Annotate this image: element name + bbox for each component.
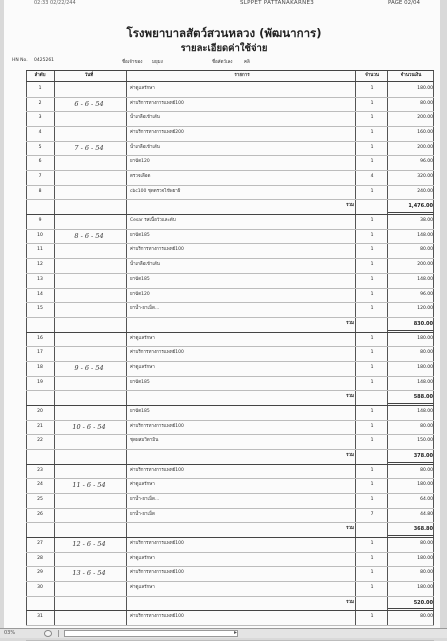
row-description: ยาฉีด185 — [130, 379, 150, 385]
row-amount: 80.00 — [420, 467, 433, 473]
row-description: ยาฉีด185 — [130, 276, 150, 282]
row-amount: 148.00 — [417, 379, 433, 385]
row-date — [54, 581, 124, 596]
row-date: 9 - 6 - 54 — [74, 363, 104, 372]
row-quantity: 1 — [370, 306, 374, 312]
row-quantity: 7 — [370, 511, 374, 517]
row-quantity: 1 — [370, 276, 374, 282]
table-row — [26, 420, 434, 435]
row-amount: 200.00 — [417, 144, 433, 150]
row-number: 28 — [37, 555, 43, 561]
row-date — [54, 464, 124, 479]
subtotal-row — [26, 390, 434, 405]
row-description: ค่าบริการทางการแพทย์200 — [130, 130, 184, 136]
table-row — [26, 376, 434, 391]
row-quantity: 1 — [370, 467, 374, 473]
row-amount: 80.00 — [420, 247, 433, 253]
row-number: 15 — [37, 306, 43, 312]
row-quantity: 1 — [370, 408, 374, 414]
table-row — [26, 508, 434, 523]
row-amount: 180.00 — [417, 555, 433, 561]
row-description: ค่าดูแลรักษา — [130, 482, 155, 488]
hn-label: HN No. — [12, 58, 28, 63]
row-date — [54, 302, 124, 317]
row-number: 21 — [37, 423, 43, 429]
row-amount: 64.00 — [420, 497, 433, 503]
row-date: 12 - 6 - 54 — [72, 540, 106, 549]
row-amount: 320.00 — [417, 174, 433, 180]
row-quantity: 1 — [370, 130, 374, 136]
row-number: 1 — [38, 86, 42, 91]
row-number: 8 — [38, 188, 42, 194]
row-number: 26 — [37, 511, 43, 517]
row-quantity: 1 — [370, 188, 374, 194]
row-date: 13 - 6 - 54 — [72, 569, 106, 578]
row-quantity: 1 — [370, 232, 374, 238]
row-quantity: 1 — [370, 379, 374, 385]
document-page — [4, 0, 440, 628]
row-date — [54, 610, 124, 625]
row-description: ตรวจเลือด — [130, 174, 151, 180]
row-number: 7 — [38, 174, 42, 180]
subtotal-row — [26, 199, 434, 214]
row-date: 6 - 6 - 54 — [74, 99, 104, 108]
row-quantity: 1 — [370, 555, 374, 561]
subtotal-label: รวม — [346, 599, 354, 605]
taskbar-text: 03% — [4, 630, 16, 636]
table-row — [26, 405, 434, 420]
row-amount: 180.00 — [417, 364, 433, 370]
row-number: 11 — [37, 247, 43, 253]
row-quantity: 1 — [370, 541, 374, 547]
row-quantity: 1 — [370, 115, 374, 121]
row-amount: 80.00 — [420, 100, 433, 106]
row-amount: 80.00 — [420, 423, 433, 429]
row-quantity: 1 — [370, 585, 374, 591]
table-row — [26, 434, 434, 449]
row-description: น้ำเกลือเข้าเส้น — [130, 262, 160, 268]
subtotal-row — [26, 522, 434, 537]
row-date — [54, 243, 124, 258]
row-quantity: 1 — [370, 350, 374, 356]
row-number: 5 — [38, 144, 42, 150]
row-number: 22 — [37, 438, 43, 444]
row-date — [54, 346, 124, 361]
table-row — [26, 214, 434, 229]
subtotal-label: รวม — [346, 203, 354, 209]
row-number: 25 — [37, 497, 43, 503]
row-quantity: 1 — [370, 423, 374, 429]
taskbar-field[interactable] — [64, 630, 238, 637]
header-page-number: PAGE 02/04 — [388, 0, 420, 6]
subtotal-label: รวม — [346, 320, 354, 326]
row-date — [54, 376, 124, 391]
table-row — [26, 346, 434, 361]
row-description: ค่าบริการทางการแพทย์100 — [130, 614, 184, 620]
subtotal-underline — [388, 462, 434, 463]
table-row — [26, 493, 434, 508]
row-description: ค่าบริการทางการแพทย์100 — [130, 423, 184, 429]
row-date — [54, 258, 124, 273]
subtotal-label: รวม — [346, 394, 354, 400]
row-date — [54, 126, 124, 141]
page-subtitle: รายละเอียดค่าใช้จ่าย — [180, 43, 268, 54]
row-description: ค่าดูแลรักษา — [130, 86, 155, 91]
row-amount: 148.00 — [417, 232, 433, 238]
subtotal-label: รวม — [346, 526, 354, 532]
row-amount: 80.00 — [420, 350, 433, 356]
row-number: 31 — [37, 614, 43, 620]
table-row — [26, 581, 434, 596]
row-date — [54, 288, 124, 303]
subtotal-amount: 368.80 — [413, 526, 433, 533]
row-number: 6 — [38, 159, 42, 165]
row-date — [54, 405, 124, 420]
row-description: Cesar รสเนื้อวัวและตับ — [130, 218, 176, 224]
row-amount: 96.00 — [420, 159, 433, 165]
row-description: น้ำเกลือเข้าเส้น — [130, 144, 160, 150]
table-row — [26, 566, 434, 581]
row-number: 20 — [37, 408, 43, 414]
row-date — [54, 508, 124, 523]
row-number: 19 — [37, 379, 43, 385]
row-number: 17 — [37, 350, 43, 356]
row-description: ค่าดูแลรักษา — [130, 364, 155, 370]
taskbar-arrow-icon[interactable]: ▸ — [234, 629, 238, 636]
row-description: ยาฉีด185 — [130, 232, 150, 238]
row-date — [54, 434, 124, 449]
row-description: ค่าดูแลรักษา — [130, 335, 155, 341]
row-quantity: 1 — [370, 614, 374, 620]
pet-label: ชื่อสัตว์เลง — [212, 60, 233, 65]
pet-value: คลิ — [244, 60, 250, 65]
row-description: ค่าบริการทางการแพทย์100 — [130, 570, 184, 576]
row-quantity: 1 — [370, 100, 374, 106]
row-number: 3 — [38, 115, 42, 121]
table-row — [26, 126, 434, 141]
table-row — [26, 464, 434, 479]
row-quantity: 1 — [370, 335, 374, 341]
taskbar-divider — [58, 630, 59, 637]
row-number: 10 — [37, 232, 43, 238]
header-qty: จำนวน — [365, 73, 379, 78]
header-no: ลำดับ — [34, 73, 46, 78]
row-quantity: 1 — [370, 144, 374, 150]
row-date — [54, 493, 124, 508]
table-row — [26, 332, 434, 347]
row-amount: 160.00 — [417, 130, 433, 136]
row-number: 13 — [37, 276, 43, 282]
row-date — [54, 82, 124, 97]
subtotal-row — [26, 317, 434, 332]
row-quantity: 1 — [370, 364, 374, 370]
taskbar — [0, 628, 447, 638]
row-description: ค่าดูแลรักษา — [130, 555, 155, 561]
row-description: ค่าบริการทางการแพทย์100 — [130, 350, 184, 356]
row-date: 7 - 6 - 54 — [74, 143, 104, 152]
row-number: 12 — [37, 262, 43, 268]
row-quantity: 4 — [370, 174, 374, 180]
table-row — [26, 478, 434, 493]
row-quantity: 1 — [370, 86, 374, 91]
row-number: 2 — [38, 100, 42, 106]
table-header-row — [26, 70, 434, 81]
row-description: ค่าดูแลรักษา — [130, 585, 155, 591]
row-quantity: 1 — [370, 262, 374, 268]
header-fragment: 02:33 02/22/244 — [34, 0, 76, 6]
row-description: ค่าบริการทางการแพทย์100 — [130, 467, 184, 473]
row-number: 4 — [38, 130, 42, 136]
row-date — [54, 155, 124, 170]
row-date — [54, 273, 124, 288]
owner-label: ชื่อเจ้าของ — [122, 60, 143, 65]
row-description: ยาน้ำ-ยาเม็ด... — [130, 497, 160, 503]
row-number: 9 — [38, 218, 42, 224]
row-number: 27 — [37, 541, 43, 547]
row-number: 24 — [37, 482, 43, 488]
row-date — [54, 185, 124, 200]
row-quantity: 1 — [370, 291, 374, 297]
row-amount: 180.00 — [417, 585, 433, 591]
subtotal-amount: 1,476.00 — [408, 203, 433, 210]
subtotal-row — [26, 596, 434, 611]
row-description: ค่าบริการทางการแพทย์100 — [130, 541, 184, 547]
owner-value: มยุมง — [152, 60, 163, 65]
row-amount: 180.00 — [417, 86, 433, 91]
row-number: 30 — [37, 585, 43, 591]
row-amount: 240.00 — [417, 188, 433, 194]
row-description: cbc100 ชุดตรวจไข้พยาธิ — [130, 188, 181, 194]
expense-table — [26, 70, 434, 626]
taskbar-button[interactable] — [44, 630, 52, 637]
row-amount: 38.00 — [420, 218, 433, 224]
row-number: 29 — [37, 570, 43, 576]
header-amount: จำนวนเงิน — [400, 73, 422, 78]
row-description: ยาน้ำ-ยาเม็ด... — [130, 306, 160, 312]
row-description: น้ำเกลือเข้าเส้น — [130, 115, 160, 121]
table-row — [26, 155, 434, 170]
row-date — [54, 552, 124, 567]
row-amount: 44.80 — [420, 511, 433, 517]
row-description: ยาฉีด185 — [130, 408, 150, 414]
table-row — [26, 243, 434, 258]
subtotal-underline — [388, 535, 434, 536]
row-quantity: 1 — [370, 570, 374, 576]
row-description: ยาฉีด120 — [130, 159, 150, 165]
row-amount: 148.00 — [417, 276, 433, 282]
table-row — [26, 302, 434, 317]
subtotal-row — [26, 449, 434, 464]
row-amount: 200.00 — [417, 262, 433, 268]
row-date: 10 - 6 - 54 — [72, 422, 106, 431]
row-date — [54, 214, 124, 229]
subtotal-underline — [388, 608, 434, 609]
subtotal-label: รวม — [346, 453, 354, 458]
row-quantity: 1 — [370, 438, 374, 444]
table-row — [26, 258, 434, 273]
table-row — [26, 185, 434, 200]
subtotal-amount: 520.00 — [413, 599, 433, 606]
table-row — [26, 229, 434, 244]
table-row — [26, 288, 434, 303]
row-amount: 80.00 — [420, 570, 433, 576]
subtotal-amount: 830.00 — [413, 320, 433, 327]
header-company: SLPPET PATTANAKARNE3 — [240, 0, 315, 6]
row-amount: 80.00 — [420, 541, 433, 547]
table-row — [26, 537, 434, 552]
row-description: ยาน้ำ-ยาเม็ด — [130, 511, 155, 517]
row-number: 14 — [37, 291, 43, 297]
row-quantity: 1 — [370, 482, 374, 488]
table-row — [26, 552, 434, 567]
table-row — [26, 361, 434, 376]
row-amount: 80.00 — [420, 614, 433, 620]
table-row — [26, 82, 434, 97]
row-description: ยาฉีด120 — [130, 291, 150, 297]
row-amount: 200.00 — [417, 115, 433, 121]
subtotal-amount: 588.00 — [413, 394, 433, 401]
table-row — [26, 610, 434, 625]
hn-value: 0425261 — [34, 58, 55, 63]
row-amount: 180.00 — [417, 335, 433, 341]
row-description: ชุดผสมวิตามิน — [130, 438, 159, 444]
row-description: ค่าบริการทางการแพทย์100 — [130, 100, 184, 106]
row-date: 11 - 6 - 54 — [72, 481, 106, 490]
row-date — [54, 111, 124, 126]
table-row — [26, 97, 434, 112]
table-row — [26, 170, 434, 185]
row-number: 18 — [37, 364, 43, 370]
header-item: รายการ — [234, 73, 250, 78]
table-row — [26, 111, 434, 126]
row-number: 23 — [37, 467, 43, 473]
subtotal-amount: 378.00 — [413, 453, 433, 459]
page-title: โรงพยาบาลสัตว์สวนหลวง (พัฒนาการ) — [126, 26, 322, 40]
subtotal-underline — [388, 403, 434, 404]
row-amount: 150.00 — [417, 438, 433, 444]
subtotal-underline — [388, 330, 434, 331]
subtotal-underline — [388, 212, 434, 213]
row-quantity: 1 — [370, 159, 374, 165]
row-amount: 148.00 — [417, 408, 433, 414]
table-row — [26, 273, 434, 288]
row-quantity: 1 — [370, 497, 374, 503]
row-amount: 96.00 — [420, 291, 433, 297]
row-description: ค่าบริการทางการแพทย์100 — [130, 247, 184, 253]
row-quantity: 1 — [370, 218, 374, 224]
row-date: 8 - 6 - 54 — [74, 231, 104, 240]
table-row — [26, 141, 434, 156]
header-date: วันที่ — [84, 73, 94, 78]
row-date — [54, 170, 124, 185]
row-date — [54, 332, 124, 347]
row-quantity: 1 — [370, 247, 374, 253]
row-amount: 120.00 — [417, 306, 433, 312]
row-amount: 180.00 — [417, 482, 433, 488]
row-number: 16 — [37, 335, 43, 341]
